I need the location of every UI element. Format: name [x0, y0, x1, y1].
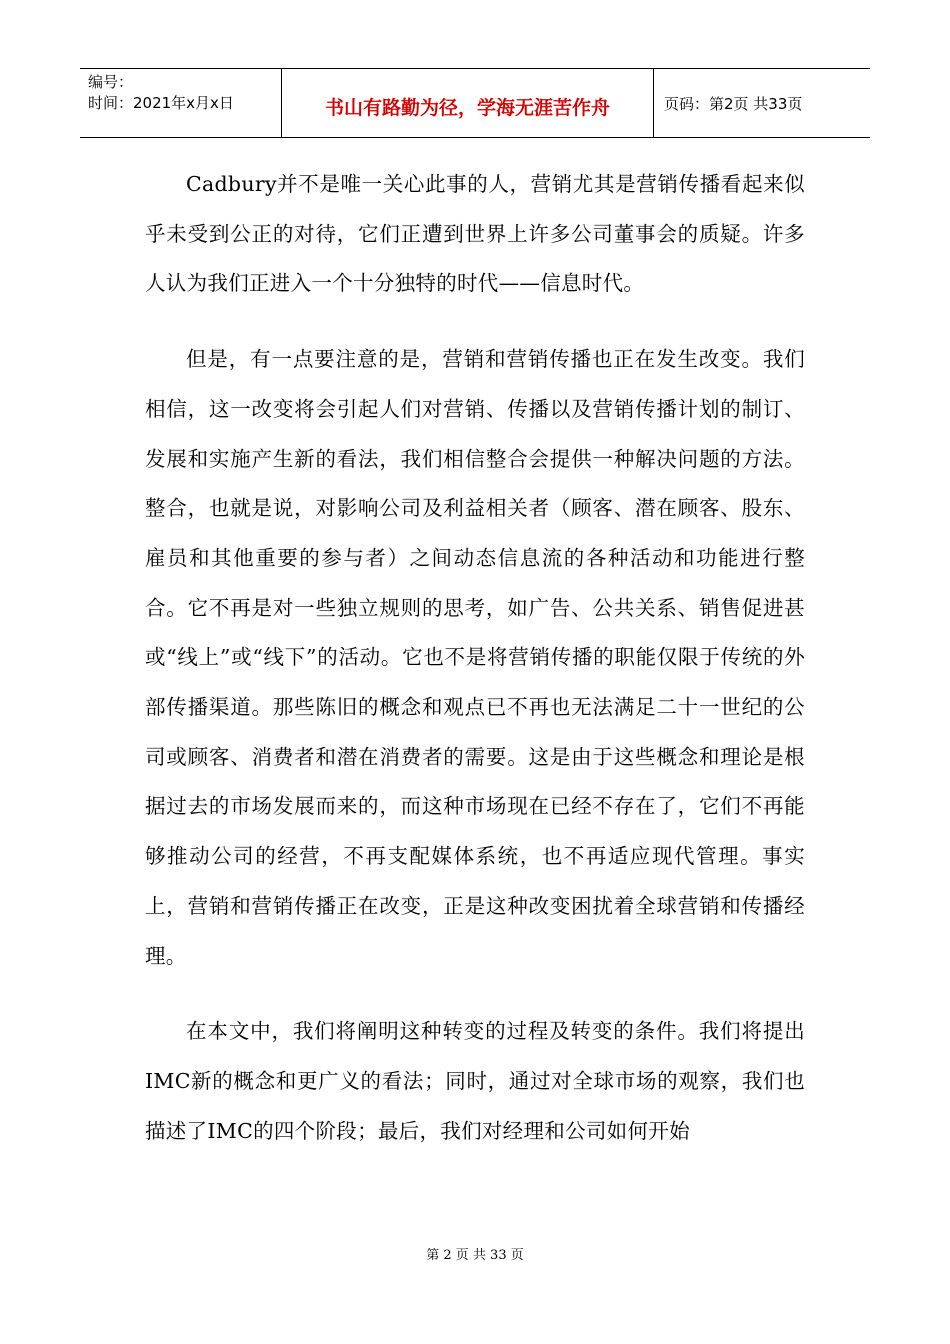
header-info-cell [80, 69, 282, 137]
doc-number-label: 编号： [88, 73, 134, 91]
date-label: 时间：2021年x月x日 [88, 94, 234, 112]
header-page-cell [654, 69, 870, 137]
body-paragraph-3: 在本文中，我们将阐明这种转变的过程及转变的条件。我们将提出IMC新的概念和更广义的看法；同时，通过对全球市场的观察，我们也描述了IMC的四个阶段；最后，我们对经理和公司如何开始 [145, 1019, 805, 1143]
header-page-code: 页码：第2页 共33页 [664, 94, 803, 113]
header-motto-cell [282, 69, 654, 137]
header-motto: 书山有路勤为径，学海无涯苦作舟 [324, 96, 610, 119]
body-paragraph-2: 但是，有一点要注意的是，营销和营销传播也正在发生改变。我们相信，这一改变将会引起人们对营销、传播以及营销传播计划的制订、发展和实施产生新的看法，我们相信整合会提供一种解决问题的方法。整合，也就是说，对影响公司及利益相关者（顾客、潜在顾客、股东、雇员和其他重要的参与者）之间动态信息流的各种活动和功能进行整合。它不再是对一些独立规则的思考，如广告、公共关系、销售促进甚或“线上”或“线下”的活动。它也不是将营销传播的职能仅限于传统的外部传播渠道。那些陈旧的概念和观点已不再也无法满足二十一世纪的公司或顾客、消费者和潜在消费者的需要。这是由于这些概念和理论是根据过去的市场发展而来的，而这种市场现在已经不存在了，它们不再能够推动公司的经营，不再支配媒体系统，也不再适应现代管理。事实上，营销和营销传播正在改变，正是这种改变困扰着全球营销和传播经理。 [145, 347, 805, 968]
page-footer [0, 1244, 950, 1263]
document-body [145, 160, 805, 1182]
body-paragraph-1: Cadbury并不是唯一关心此事的人，营销尤其是营销传播看起来似乎未受到公正的对待，它们正遭到世界上许多公司董事会的质疑。许多人认为我们正进入一个十分独特的时代——信息时代。 [145, 172, 805, 296]
page-header [80, 68, 870, 138]
footer-page-number: 第 2 页 共 33 页 [426, 1248, 524, 1263]
